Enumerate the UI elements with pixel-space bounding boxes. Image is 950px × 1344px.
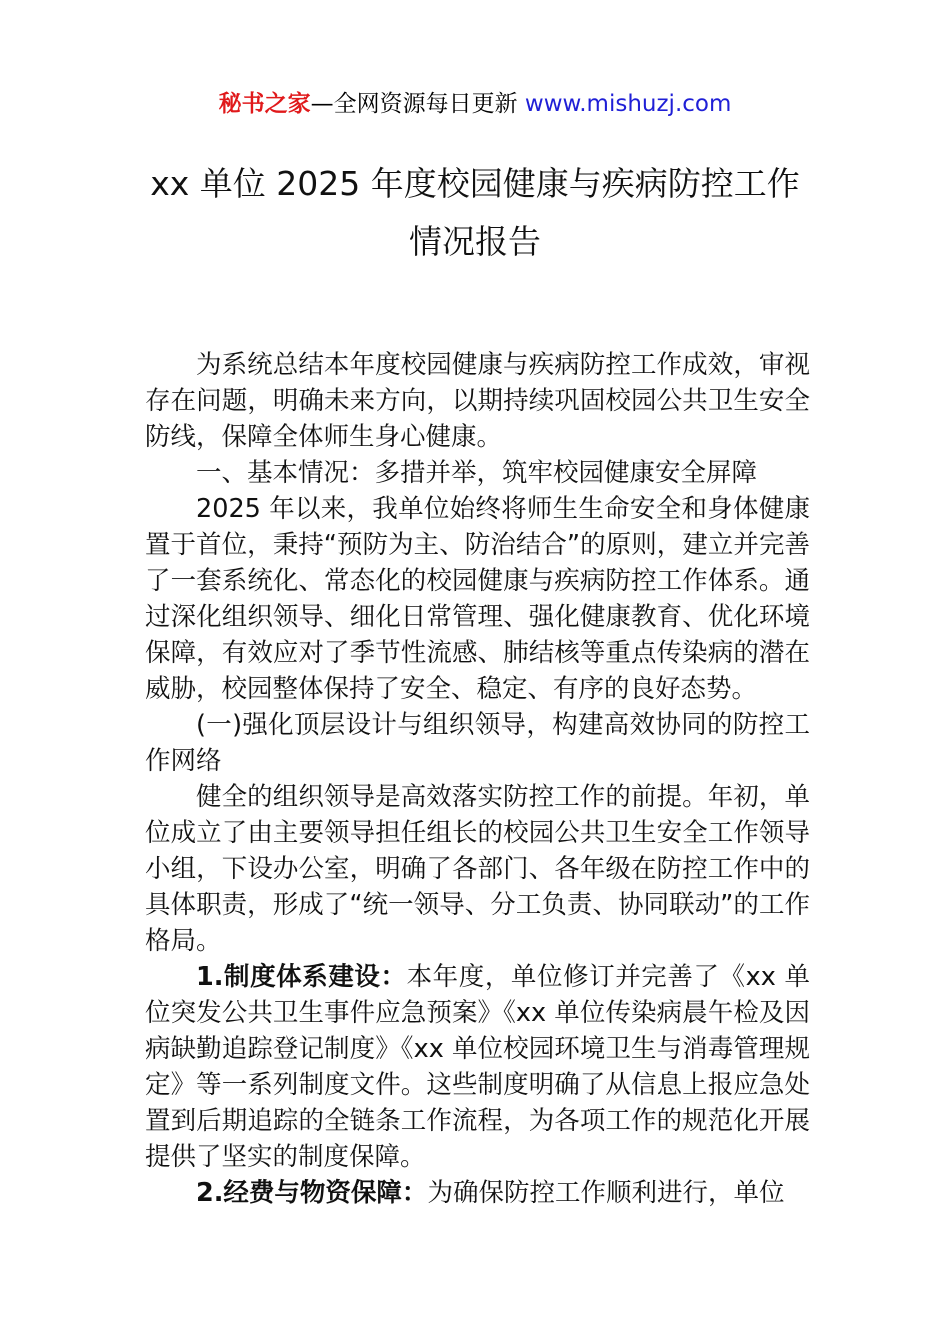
title-line-2: 情况报告 [409,222,541,261]
subsection-heading-1: (一)强化顶层设计与组织领导，构建高效协同的防控工作网络 [145,710,810,776]
funding-paragraph [145,1175,810,1211]
brand-name: 秘书之家 [218,91,311,117]
site-header [0,86,950,122]
header-tagline: —全网资源每日更新 [310,91,525,117]
funding-text: 为确保防控工作顺利进行，单位 [427,1178,785,1208]
system-building-text: 本年度，单位修订并完善了《xx 单位突发公共卫生事件应急预案》《xx 单位传染病晨午检及因病缺勤追踪登记制度》《xx 单位校园环境卫生与消毒管理规定》等一系列制度文件。这些制度明确了从信息上报应急处置到后期追踪的全链条工作流程，为各项工作的规范化开展提供了坚实的制度保障。 [145,962,810,1172]
funding-lead: 2.经费与物资保障： [196,1178,428,1208]
system-building-paragraph [145,959,810,1175]
intro-paragraph: 为系统总结本年度校园健康与疾病防控工作成效，审视存在问题，明确未来方向，以期持续巩固校园公共卫生安全防线，保障全体师生身心健康。 [145,350,810,452]
section-heading-1: 一、基本情况：多措并举，筑牢校园健康安全屏障 [196,458,758,488]
title-line-1: xx 单位 2025 年度校园健康与疾病防控工作 [150,164,800,203]
document-title [120,155,830,271]
system-building-lead: 1.制度体系建设： [196,962,407,992]
organization-paragraph: 健全的组织领导是高效落实防控工作的前提。年初，单位成立了由主要领导担任组长的校园公共卫生安全工作领导小组，下设办公室，明确了各部门、各年级在防控工作中的具体职责，形成了“统一领导、分工负责、协同联动”的工作格局。 [145,782,810,956]
site-url-link[interactable]: www.mishuzj.com [524,91,732,117]
document-body [145,347,810,1211]
basic-situation-paragraph: 2025 年以来，我单位始终将师生生命安全和身体健康置于首位，秉持“预防为主、防治结合”的原则，建立并完善了一套系统化、常态化的校园健康与疾病防控工作体系。通过深化组织领导、细化日常管理、强化健康教育、优化环境保障，有效应对了季节性流感、肺结核等重点传染病的潜在威胁，校园整体保持了安全、稳定、有序的良好态势。 [145,494,810,704]
